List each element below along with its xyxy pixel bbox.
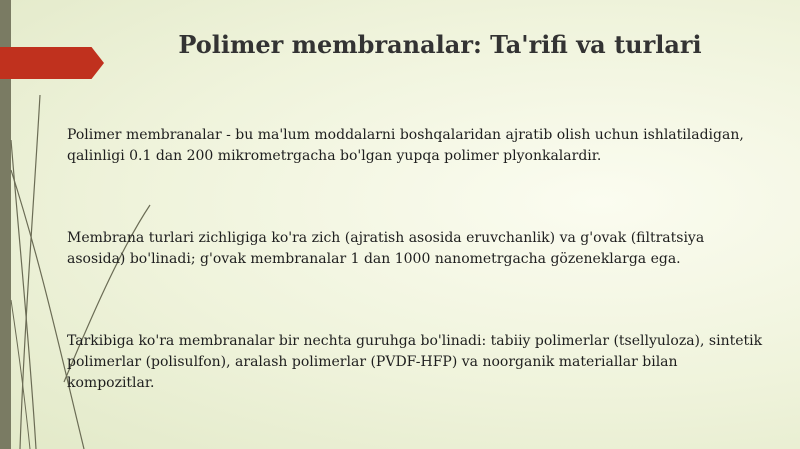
title-accent-arrow [0, 47, 104, 79]
paragraph-definition: Polimer membranalar - bu ma'lum moddalarni boshqalaridan ajratib olish uchun ishlatiladigan, qalinligi 0.1 dan 200 mikrometrgacha bo'lgan yupqa polimer plyonkalardir. [67, 127, 744, 164]
paragraph-types: Membrana turlari zichligiga ko'ra zich (ajratish asosida eruvchanlik) va g'ovak (filtratsiya asosida) bo'linadi; g'ovak membranalar 1 dan 1000 nanometrgacha gözeneklarga ega. [67, 230, 705, 267]
slide-title: Polimer membranalar: Ta'rifi va turlari [178, 30, 702, 59]
paragraph-composition: Tarkibiga ko'ra membranalar bir nechta guruhga bo'linadi: tabiiy polimerlar (tsellyuloza), sintetik polimerlar (polisulfon), aralash polimerlar (PVDF-HFP) va noorganik materiallar bilan kompozitlar. [67, 333, 763, 391]
